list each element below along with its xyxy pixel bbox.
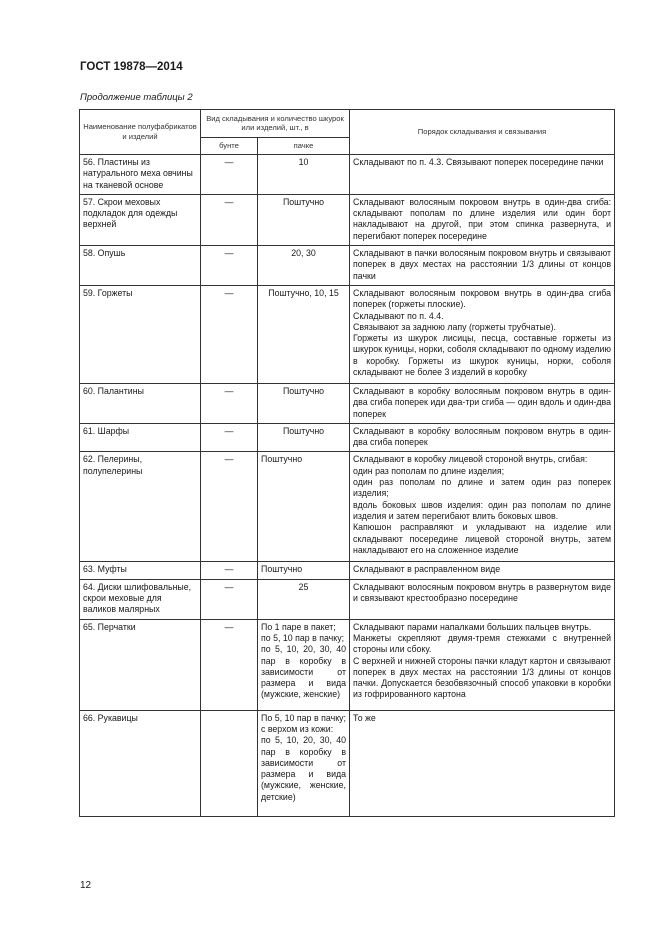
pachke-line: По 1 паре в пакет; xyxy=(261,621,336,632)
cell-name: 60. Палантины xyxy=(80,383,201,423)
cell-name: 63. Муфты xyxy=(80,562,201,579)
cell-pachke xyxy=(258,423,350,452)
table-row xyxy=(80,194,615,245)
header-pachke: пачке xyxy=(258,138,350,155)
header-bunte: бунте xyxy=(201,138,258,155)
order-line: Складывают в коробку волосяным покровом внутрь в один-два сгиба поперек иди два-три сгиба — один вдоль и один-два поперек xyxy=(353,385,612,419)
pachke-line: по 5, 10, 20, 30, 40 пар в коробку в зависимости от размера и вида (мужские, женские, детские) xyxy=(261,735,347,802)
table-row xyxy=(80,562,615,579)
order-line: Складывают в коробку волосяным покровом внутрь в один-два сгиба поперек xyxy=(353,425,612,448)
cell-pachke xyxy=(258,579,350,619)
pachke-line: по 5, 10 пар в пачку; xyxy=(261,632,345,643)
cell-pachke xyxy=(258,383,350,423)
order-line: один раз пополам по длине изделия; xyxy=(353,465,505,476)
pachke-line: Поштучно xyxy=(282,385,325,396)
table-row xyxy=(80,619,615,710)
order-line: Складывают по п. 4.3. Связывают поперек посередине пачки xyxy=(353,157,604,167)
pachke-line: Поштучно xyxy=(261,454,303,465)
cell-order xyxy=(350,619,615,710)
header-fold-group: Вид складывания и количество шкурок или изделий, шт., в xyxy=(201,110,350,138)
pachke-line: 20, 30 xyxy=(291,248,316,259)
order-line: То же xyxy=(353,712,376,723)
cell-pachke xyxy=(258,562,350,579)
cell-order xyxy=(350,423,615,452)
cell-bunte: — xyxy=(201,562,258,579)
cell-bunte: — xyxy=(201,285,258,383)
pachke-line: Поштучно xyxy=(282,196,325,207)
cell-bunte: — xyxy=(201,246,258,286)
cell-bunte: — xyxy=(201,619,258,710)
cell-pachke xyxy=(258,452,350,562)
table-row xyxy=(80,155,615,195)
cell-name: 59. Горжеты xyxy=(80,285,201,383)
cell-bunte: — xyxy=(201,423,258,452)
pachke-line: 10 xyxy=(298,157,309,167)
header-name: Наименование полуфабрикатов и изделий xyxy=(80,110,201,155)
table-row xyxy=(80,383,615,423)
order-line: Складывают по п. 4.4. xyxy=(353,310,444,321)
document-title: ГОСТ 19878—2014 xyxy=(80,61,183,73)
cell-name: 56. Пластины из натурального меха овчины на тканевой основе xyxy=(80,155,201,195)
table-row xyxy=(80,579,615,619)
cell-order xyxy=(350,579,615,619)
pachke-line: 25 xyxy=(298,581,309,592)
cell-name: 65. Перчатки xyxy=(80,619,201,710)
cell-pachke xyxy=(258,155,350,195)
order-line: Складывают парами напалками больших пальцев внутрь. xyxy=(353,621,592,632)
cell-name: 57. Скрои меховых подкладок для одежды верхней xyxy=(80,194,201,245)
table-row xyxy=(80,246,615,286)
cell-order xyxy=(350,562,615,579)
pachke-line: Поштучно, 10, 15 xyxy=(268,287,339,298)
folding-table xyxy=(79,109,615,817)
cell-name: 66. Рукавицы xyxy=(80,710,201,816)
cell-order xyxy=(350,155,615,195)
order-line: Горжеты из шкурок лисицы, песца, составные горжеты из шкурок куницы, норки, соболя складывают по одному изделию в коробку. Горжеты из шкурок куницы, норки, соболя складывают не более 3 изделий в коробку xyxy=(353,333,612,378)
pachke-line: Поштучно xyxy=(261,564,303,575)
cell-order xyxy=(350,246,615,286)
cell-name: 62. Пелерины, полупелерины xyxy=(80,452,201,562)
order-line: Капюшон расправляют и укладывают на изделие или складывают посередине лицевой стороной внутрь, затем накладывают его на сложенное изделие xyxy=(353,522,612,555)
pachke-line: Поштучно xyxy=(282,425,325,436)
order-line: Складывают волосяным покровом внутрь в один-два сгиба: складывают пополам по длине изделия или один борт накладывают на другой, при этом спинка развернута, и перегибают поперек посередине xyxy=(353,196,612,241)
cell-bunte: — xyxy=(201,452,258,562)
cell-order xyxy=(350,383,615,423)
order-line: Складывают в расправленном виде xyxy=(353,564,501,575)
cell-order xyxy=(350,710,615,816)
cell-pachke xyxy=(258,194,350,245)
table-row xyxy=(80,423,615,452)
cell-order xyxy=(350,285,615,383)
cell-name: 64. Диски шлифовальные, скрои меховые для валиков малярных xyxy=(80,579,201,619)
cell-order xyxy=(350,194,615,245)
order-line: Связывают за заднюю лапу (горжеты трубчатые). xyxy=(353,321,556,332)
table-body xyxy=(80,155,615,817)
table-row xyxy=(80,710,615,816)
cell-name: 61. Шарфы xyxy=(80,423,201,452)
cell-bunte: — xyxy=(201,155,258,195)
table-row xyxy=(80,285,615,383)
cell-pachke xyxy=(258,285,350,383)
order-line: С верхней и нижней стороны пачки кладут картон и связывают поперек в двух местах на расстоянии 1/3 длины от концов пачки. Допускается безобвязочный способ упаковки в коробки из гофрированного картона xyxy=(353,655,612,700)
cell-bunte: — xyxy=(201,194,258,245)
cell-bunte xyxy=(201,710,258,816)
order-line: вдоль боковых швов изделия: один раз пополам по длине изделия и затем перегибают влить боковых швов. xyxy=(353,499,612,521)
cell-pachke xyxy=(258,246,350,286)
order-line: Складывают в коробку лицевой стороной внутрь, сгибая: xyxy=(353,454,588,465)
pachke-line: По 5, 10 пар в пачку; с верхом из кожи: xyxy=(261,712,347,734)
cell-name: 58. Опушь xyxy=(80,246,201,286)
cell-bunte: — xyxy=(201,383,258,423)
order-line: Складывают в пачки волосяным покровом внутрь и связывают поперек в двух местах на расстоянии 1/3 длины от концов пачки xyxy=(353,248,612,281)
table-caption: Продолжение таблицы 2 xyxy=(80,92,193,103)
cell-pachke xyxy=(258,619,350,710)
order-line: Манжеты скрепляют двумя-тремя стежками с внутренней стороны или сбоку. xyxy=(353,632,612,655)
order-line: Складывают волосяным покровом внутрь в один-два сгиба поперек (горжеты плоские). xyxy=(353,287,612,310)
cell-bunte: — xyxy=(201,579,258,619)
page-number: 12 xyxy=(80,880,92,891)
pachke-line: по 5, 10, 20, 30, 40 пар в коробку в зависимости от размера и вида (мужские, женские) xyxy=(261,644,347,700)
order-line: Складывают волосяным покровом внутрь в развернутом виде и связывают крестообразно посередине xyxy=(353,581,612,604)
cell-pachke xyxy=(258,710,350,816)
header-order: Порядок складывания и связывания xyxy=(350,110,615,155)
cell-order xyxy=(350,452,615,562)
table-row xyxy=(80,452,615,562)
order-line: один раз пополам по длине и затем один раз поперек изделия; xyxy=(353,477,612,499)
